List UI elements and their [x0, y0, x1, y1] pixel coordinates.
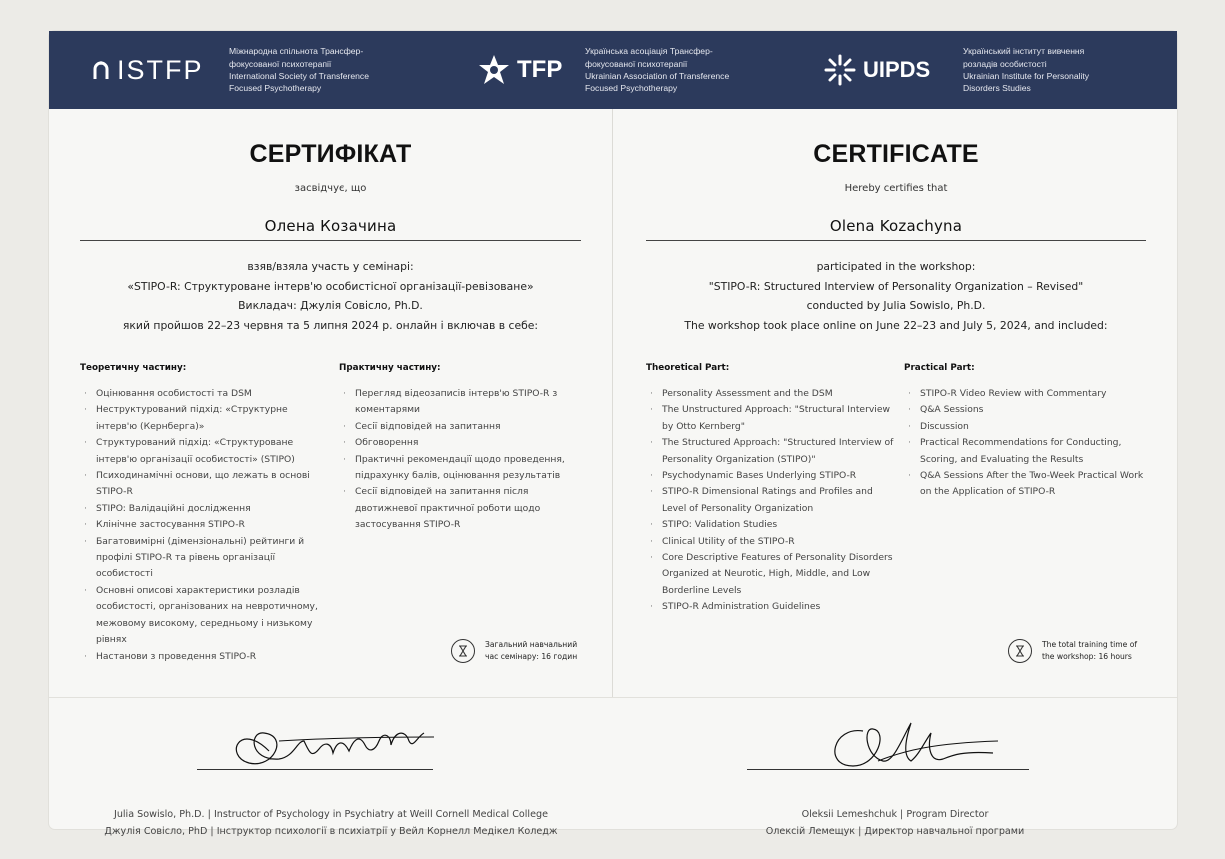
recipient-name-ua: Олена Козачина: [264, 217, 397, 235]
duration-ua: [451, 639, 577, 663]
list-item: · Основні описові характеристики розладів особистості, організованих на невротичному, межовому високому, середньому і низькому рівнях: [80, 583, 320, 649]
signature-line: [197, 769, 433, 770]
certifies-text-ua: засвідчує, що: [294, 183, 367, 194]
caption-line: фокусованої психотерапії: [585, 58, 688, 69]
duration-line: час семінару: 16 годин: [485, 652, 578, 661]
ukrainian-certificate: [80, 109, 581, 697]
uipds-org: [823, 31, 1089, 109]
right-signatory-ua: Олексій Лемещук | Директор навчальної програми: [765, 826, 1025, 837]
workshop-line: взяв/взяла участь у семінарі:: [247, 260, 414, 273]
list-item: · Оцінювання особистості та DSM: [80, 386, 320, 402]
istfp-mark-icon: [91, 58, 111, 82]
caption-line: Ukrainian Institute for Personality: [963, 71, 1090, 81]
tfp-logo: [477, 53, 585, 87]
practice-list-ua: [339, 386, 579, 534]
name-underline: [80, 240, 581, 241]
signature-line: [747, 769, 1029, 770]
workshop-line: conducted by Julia Sowislo, Ph.D.: [806, 299, 986, 313]
uipds-logo-text: UIPDS: [863, 57, 931, 82]
header-banner: [49, 31, 1177, 109]
list-item: · Обговорення: [339, 435, 579, 451]
left-signatory-en: Julia Sowislo, Ph.D. | Instructor of Psychology in Psychiatry at Weill Cornell Medical College: [113, 809, 548, 820]
list-item: · STIPO-R Dimensional Ratings and Profiles and Level of Personality Organization: [646, 484, 894, 517]
list-item: · Q&A Sessions After the Two-Week Practical Work on the Application of STIPO-R: [904, 468, 1146, 501]
duration-line: The total training time of: [1042, 640, 1138, 649]
right-signatory-en: Oleksii Lemeshchuk | Program Director: [801, 809, 989, 820]
workshop-line: який пройшов 22–23 червня та 5 липня 2024 р. онлайн і включав в себе:: [122, 318, 539, 332]
certificate-title-ua: СЕРТИФІКАТ: [249, 140, 412, 168]
duration-en: [1008, 639, 1137, 663]
caption-line: Ukrainian Association of Transference: [585, 71, 730, 81]
list-item: · Неструктурований підхід: «Структурне інтерв'ю (Кернберга)»: [80, 402, 320, 435]
column-divider: [612, 109, 613, 697]
uipds-sunburst-icon: [823, 53, 857, 87]
caption-line: Disorders Studies: [963, 83, 1031, 94]
theory-title-en: Theoretical Part:: [646, 363, 730, 373]
duration-line: the workshop: 16 hours: [1042, 652, 1132, 661]
istfp-caption: [229, 45, 369, 95]
list-item: · Psychodynamic Bases Underlying STIPO-R: [646, 468, 894, 484]
hourglass-icon: [451, 639, 475, 663]
list-item: · Багатовимірні (дімензіональні) рейтинги й профілі STIPO-R та рівень організації особистості: [80, 534, 320, 583]
caption-line: International Society of Transference: [229, 71, 369, 81]
workshop-line: «STIPO-R: Структуроване інтерв'ю особистісної організації-ревізоване»: [127, 279, 534, 293]
tfp-star-icon: [477, 53, 511, 87]
workshop-line: Викладач: Джулія Совісло, Ph.D.: [238, 299, 423, 313]
certifies-text-en: Hereby certifies that: [844, 183, 948, 194]
signature-oleksii-lemeshchuk: [793, 711, 1023, 781]
list-item: · Clinical Utility of the STIPO-R: [646, 534, 894, 550]
list-item: · STIPO: Валідаційні дослідження: [80, 501, 320, 517]
istfp-org: [91, 31, 369, 109]
list-item: · Клінічне застосування STIPO-R: [80, 517, 320, 533]
list-item: · The Unstructured Approach: "Structural Interview by Otto Kernberg": [646, 402, 894, 435]
list-item: · Перегляд відеозаписів інтерв'ю STIPO-R з коментарями: [339, 386, 579, 419]
english-certificate: [646, 109, 1146, 697]
tfp-logo-text: TFP: [517, 56, 563, 83]
list-item: · Personality Assessment and the DSM: [646, 386, 894, 402]
list-item: · Practical Recommendations for Conducting, Scoring, and Evaluating the Results: [904, 435, 1146, 468]
istfp-logo-text: ISTFP: [117, 54, 204, 85]
uipds-logo: [823, 53, 963, 87]
list-item: · Q&A Sessions: [904, 402, 1146, 418]
list-item: · Настанови з проведення STIPO-R: [80, 649, 320, 665]
recipient-name-en: Olena Kozachyna: [829, 217, 963, 235]
list-item: · Структурований підхід: «Структуроване інтерв'ю організації особистості» (STIPO): [80, 435, 320, 468]
list-item: · Психодинамічні основи, що лежать в основі STIPO-R: [80, 468, 320, 501]
list-item: · STIPO: Validation Studies: [646, 517, 894, 533]
right-signature-block: [613, 697, 1177, 837]
name-underline: [646, 240, 1146, 241]
workshop-description-en: [646, 257, 1146, 335]
caption-line: Українська асоціація Трансфер-: [585, 46, 713, 57]
list-item: · Практичні рекомендації щодо проведення, підрахунку балів, оцінювання результатів: [339, 452, 579, 485]
caption-line: Міжнародна спільнота Трансфер-: [229, 46, 364, 57]
tfp-caption: [585, 45, 729, 95]
practice-title-en: Practical Part:: [904, 363, 975, 373]
caption-line: Focused Psychotherapy: [229, 83, 322, 94]
list-item: · The Structured Approach: "Structured Interview of Personality Organization (STIPO)": [646, 435, 894, 468]
caption-line: Український інститут вивчення: [963, 46, 1085, 57]
list-item: · STIPO-R Video Review with Commentary: [904, 386, 1146, 402]
practice-title-ua: Практичну частину:: [339, 363, 441, 373]
istfp-logo: [91, 55, 229, 86]
practice-list-en: [904, 386, 1146, 501]
list-item: · Сесії відповідей на запитання після двотижневої практичної роботи щодо застосування STIPO-R: [339, 484, 579, 533]
workshop-line: "STIPO-R: Structured Interview of Personality Organization – Revised": [708, 279, 1084, 293]
workshop-line: The workshop took place online on June 22–23 and July 5, 2024, and included:: [684, 318, 1108, 332]
left-signatory-ua: Джулія Совісло, PhD | Інструктор психології в психіатрії у Вейл Корнелл Медікел Коледж: [104, 826, 558, 837]
list-item: · Core Descriptive Features of Personality Disorders Organized at Neurotic, High, Middle, and Low Borderline Levels: [646, 550, 894, 599]
certificate-sheet: [49, 31, 1177, 837]
signature-julia-sowislo: [219, 711, 449, 781]
caption-line: Focused Psychotherapy: [585, 83, 678, 94]
uipds-caption: [963, 45, 1089, 95]
workshop-description-ua: [80, 257, 581, 335]
certificate-title-en: CERTIFICATE: [813, 140, 979, 168]
tfp-org: [477, 31, 729, 109]
duration-line: Загальний навчальний: [485, 640, 578, 649]
workshop-line: participated in the workshop:: [816, 260, 976, 273]
hourglass-icon: [1008, 639, 1032, 663]
theory-list-en: [646, 386, 894, 616]
left-signature-block: [49, 697, 613, 837]
caption-line: розладів особистості: [963, 58, 1047, 69]
list-item: · STIPO-R Administration Guidelines: [646, 599, 894, 615]
caption-line: фокусованої психотерапії: [229, 58, 332, 69]
list-item: · Сесії відповідей на запитання: [339, 419, 579, 435]
theory-title-ua: Теоретичну частину:: [80, 363, 187, 373]
list-item: · Discussion: [904, 419, 1146, 435]
theory-list-ua: [80, 386, 320, 665]
